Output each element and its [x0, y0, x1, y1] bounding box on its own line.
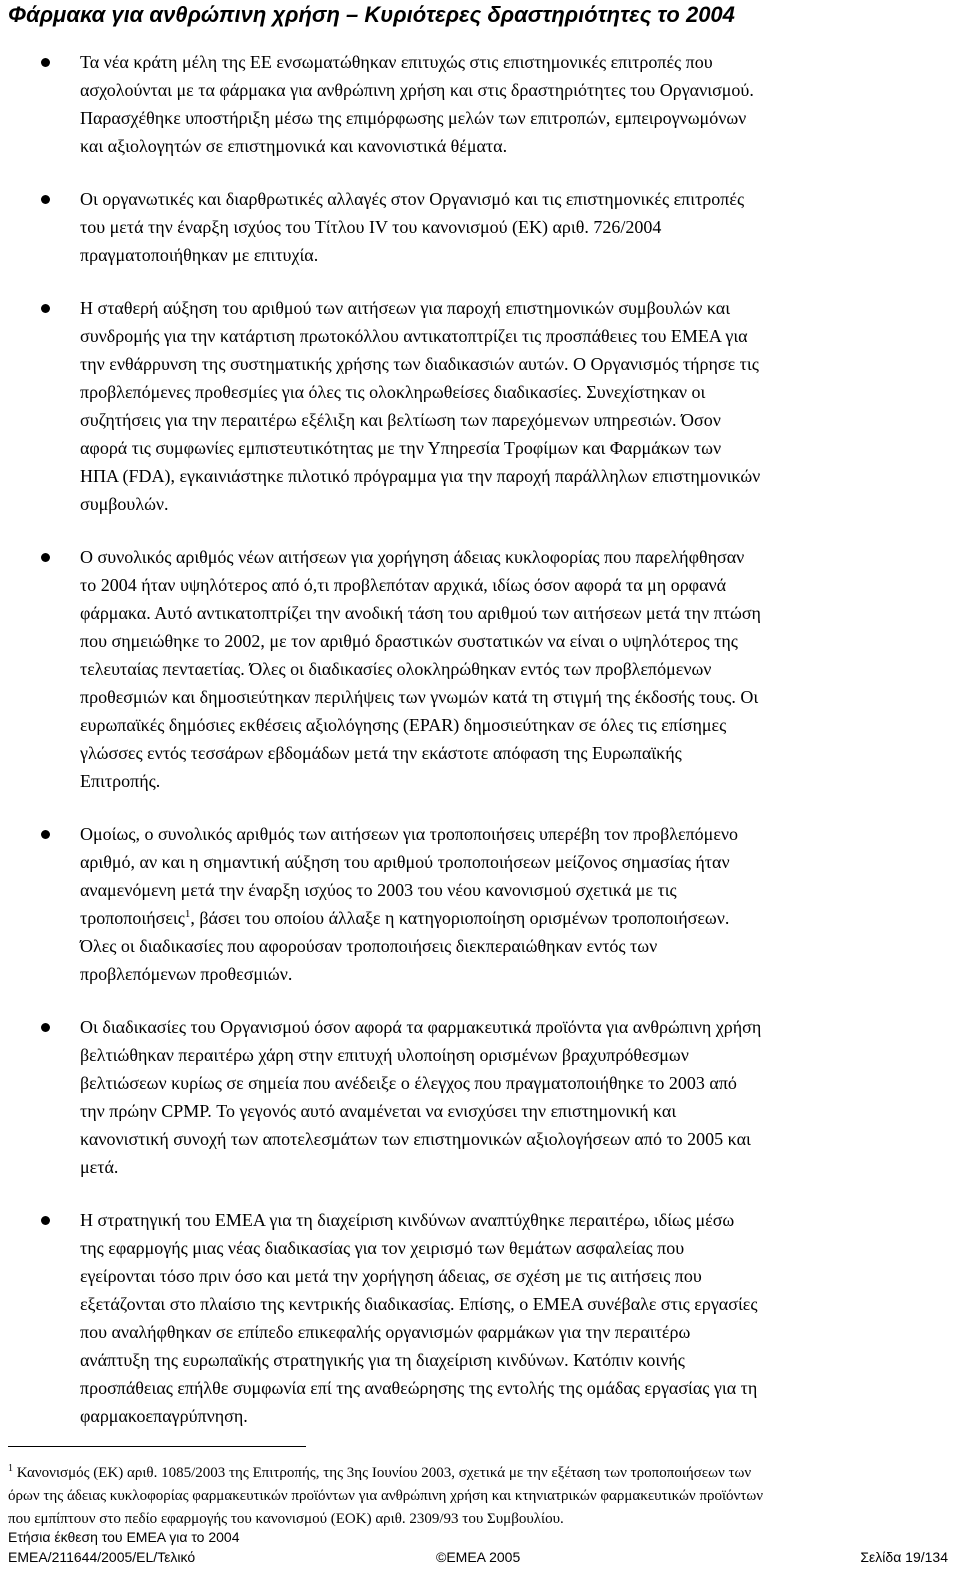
bullet-dot-icon	[41, 195, 50, 204]
bullet-dot-icon	[41, 553, 50, 562]
bullet-item-organisational-changes	[0, 185, 960, 269]
bullet-text	[80, 820, 952, 988]
bullet-text: Η στρατηγική του ΕΜΕΑ για τη διαχείριση κινδύνων αναπτύχθηκε περαιτέρω, ιδίως μέσω της εφαρμογής μιας νέας διαδικασίας για τον χειρισμό των θεμάτων ασφαλείας που εγείρονται τόσο πριν όσο και μετά την χορήγηση άδειας, σε σχέση με τις αιτήσεις που εξετάζονται στο πλαίσιο της κεντρικής διαδικασίας. Επίσης, ο ΕΜΕΑ συνέβαλε στις εργασίες που αναλήφθηκαν σε επίπεδο επικεφαλής οργανισμών φαρμάκων για την περαιτέρω ανάπτυξη της ευρωπαϊκής στρατηγικής για τη διαχείριση κινδύνων. Κατόπιν κοινής προσπάθειας επήλθε συμφωνία επί της αναθεώρησης της εντολής της ομάδας εργασίας για τη φαρμακοεπαγρύπνηση.	[80, 1210, 758, 1426]
bullet-item-procedures-improvement	[0, 1013, 960, 1181]
bullet-text-part: , βάσει του οποίου άλλαξε η κατηγοριοποίηση ορισμένων τροποποιήσεων. Όλες οι διαδικασίες που αφορούσαν τροποποιήσεις διεκπεραιώθηκαν εντός των προβλεπόμενων προθεσμιών.	[80, 908, 730, 984]
bullet-dot-icon	[41, 1023, 50, 1032]
bullet-text: Οι οργανωτικές και διαρθρωτικές αλλαγές στον Οργανισμό και τις επιστημονικές επιτροπές του μετά την έναρξη ισχύος του Τίτλου IV του κανονισμού (ΕΚ) αριθ. 726/2004 πραγματοποιήθηκαν με επιτυχία.	[80, 189, 745, 265]
footnote-separator	[8, 1446, 306, 1447]
footnote	[8, 1462, 952, 1531]
footnote-ref-link[interactable]: 1	[184, 908, 191, 920]
footnote-text: Κανονισμός (ΕΚ) αριθ. 1085/2003 της Επιτροπής, της 3ης Ιουνίου 2003, σχετικά με την εξέταση των τροποποιήσεων των όρων της άδειας κυκλοφορίας φαρμακευτικών προϊόντων για ανθρώπινη χρήση και κτηνιατρικών φαρμακευτικών προϊόντων που εμπίπτουν στο πεδίο εφαρμογής του κανονισμού (ΕΟΚ) αριθ. 2309/93 του Συμβουλίου.	[8, 1465, 764, 1527]
bullet-item-variations	[0, 820, 960, 988]
footer-page-number: Σελίδα 19/134	[860, 1549, 948, 1565]
bullet-item-new-applications	[0, 543, 960, 795]
bullet-dot-icon	[41, 304, 50, 313]
footer-copyright: ©ΕΜΕΑ 2005	[436, 1549, 521, 1565]
bullet-text: Ο συνολικός αριθμός νέων αιτήσεων για χορήγηση άδειας κυκλοφορίας που παρελήφθησαν το 2004 ήταν υψηλότερος από ό,τι προβλεπόταν αρχικά, ιδίως όσον αφορά τα μη ορφανά φάρμακα. Αυτό αντικατοπτρίζει την ανοδική τάση του αριθμού των αιτήσεων μετά την πτώση που σημειώθηκε το 2002, με τον αριθμό δραστικών συστατικών να είναι ο υψηλότερος της τελευταίας πενταετίας. Όλες οι διαδικασίες ολοκληρώθηκαν εντός των προβλεπόμενων προθεσμιών και δημοσιεύτηκαν περιλήψεις των γνωμών κατά τη στιγμή της έκδοσής τους. Οι ευρωπαϊκές δημόσιες εκθέσεις αξιολόγησης (EPAR) δημοσιεύτηκαν σε όλες τις επίσημες γλώσσες εντός τεσσάρων εβδομάδων μετά την εκάστοτε απόφαση της Ευρωπαϊκής Επιτροπής.	[80, 547, 761, 791]
bullet-text: Τα νέα κράτη μέλη της ΕΕ ενσωματώθηκαν επιτυχώς στις επιστημονικές επιτροπές που ασχολούνται με τα φάρμακα για ανθρώπινη χρήση και στις δραστηριότητες του Οργανισμού. Παρασχέθηκε υποστήριξη μέσω της επιμόρφωσης μελών των επιτροπών, εμπειρογνωμόνων και αξιολογητών σε επιστημονικά και κανονιστικά θέματα.	[80, 52, 754, 156]
bullet-text-part: Ομοίως, ο συνολικός αριθμός των αιτήσεων για τροποποιήσεις υπερέβη τον προβλεπόμενο αριθμό, αν και η σημαντική αύξηση του αριθμού τροποποιήσεων μείζονος σημασίας ήταν αναμενόμενη μετά την έναρξη ισχύος το 2003 του νέου κανονισμού σχετικά με τις τροποποιήσεις	[80, 824, 739, 928]
bullet-dot-icon	[41, 58, 50, 67]
footer-document-reference: EMEA/211644/2005/EL/Τελικό	[8, 1549, 196, 1565]
bullet-item-new-member-states	[0, 48, 960, 160]
page-footer	[8, 1527, 952, 1567]
bullet-list	[0, 48, 960, 1455]
footer-report-title: Ετήσια έκθεση του ΕΜΕΑ για το 2004	[8, 1529, 240, 1545]
bullet-dot-icon	[41, 1216, 50, 1225]
bullet-text: Οι διαδικασίες του Οργανισμού όσον αφορά τα φαρμακευτικά προϊόντα για ανθρώπινη χρήση βελτιώθηκαν περαιτέρω χάρη στην επιτυχή υλοποίηση ορισμένων βραχυπρόθεσμων βελτιώσεων κυρίως σε σημεία που ανέδειξε ο έλεγχος που πραγματοποιήθηκε το 2003 από την πρώην CPMP. Το γεγονός αυτό αναμένεται να ενισχύσει την επιστημονική και κανονιστική συνοχή των αποτελεσμάτων των επιστημονικών αξιολογήσεων από το 2005 και μετά.	[80, 1017, 762, 1177]
bullet-item-scientific-advice	[0, 294, 960, 518]
bullet-dot-icon	[41, 830, 50, 839]
section-heading: Φάρμακα για ανθρώπινη χρήση – Κυριότερες δραστηριότητες το 2004	[8, 2, 735, 27]
footnote-number: 1	[8, 1463, 13, 1474]
bullet-text: Η σταθερή αύξηση του αριθμού των αιτήσεων για παροχή επιστημονικών συμβουλών και συνδρομής για την κατάρτιση πρωτοκόλλου αντικατοπτρίζει τις προσπάθειες του ΕΜΕΑ για την ενθάρρυνση της συστηματικής χρήσης των διαδικασιών αυτών. Ο Οργανισμός τήρησε τις προβλεπόμενες προθεσμίες για όλες τις ολοκληρωθείσες διαδικασίες. Συνεχίστηκαν οι συζητήσεις για την περαιτέρω εξέλιξη και βελτίωση των παρεχόμενων υπηρεσιών. Όσον αφορά τις συμφωνίες εμπιστευτικότητας με την Υπηρεσία Τροφίμων και Φαρμάκων των ΗΠΑ (FDA), εγκαινιάστηκε πιλοτικό πρόγραμμα για την παροχή παράλληλων επιστημονικών συμβουλών.	[80, 298, 761, 514]
bullet-item-risk-management	[0, 1206, 960, 1430]
